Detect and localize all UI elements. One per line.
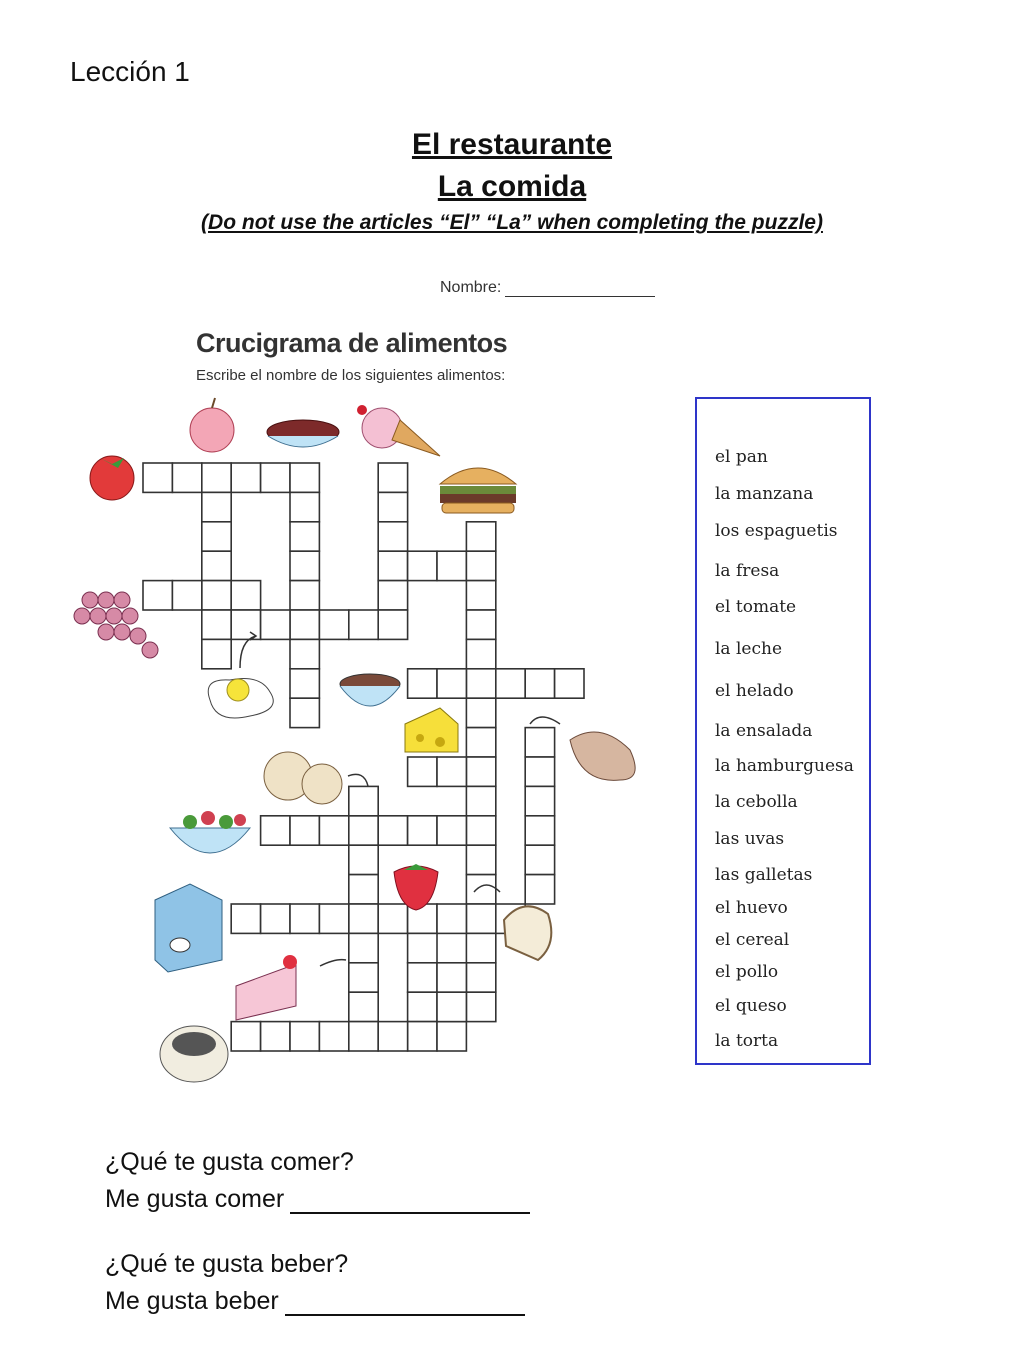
crossword-cell[interactable]: [319, 1022, 348, 1051]
crossword-cell[interactable]: [437, 669, 466, 698]
crossword-cell[interactable]: [319, 904, 348, 933]
crossword-cell[interactable]: [290, 816, 319, 845]
word-bank: [695, 397, 871, 1065]
arrow-icon: [240, 636, 256, 668]
crossword-cell[interactable]: [408, 1022, 437, 1051]
instruction-note: (Do not use the articles “El” “La” when completing the puzzle): [201, 211, 823, 234]
crossword-cell[interactable]: [231, 904, 260, 933]
crossword-cell[interactable]: [290, 551, 319, 580]
crossword-cell[interactable]: [378, 463, 407, 492]
onion-icon: [160, 1026, 228, 1082]
crossword-cell[interactable]: [437, 757, 466, 786]
crossword-cell[interactable]: [261, 904, 290, 933]
crossword-cell[interactable]: [172, 463, 201, 492]
crossword-cell[interactable]: [466, 933, 495, 962]
crossword-cell[interactable]: [349, 992, 378, 1021]
lesson-label: Lección 1: [70, 56, 190, 87]
crossword-cell[interactable]: [349, 610, 378, 639]
strawberry-icon: [394, 864, 438, 910]
crossword-cell[interactable]: [466, 639, 495, 668]
crossword-cell[interactable]: [408, 933, 437, 962]
bread-icon: [504, 906, 551, 960]
crossword-cell[interactable]: [408, 963, 437, 992]
crossword-cell[interactable]: [290, 1022, 319, 1051]
word-bank-item: el pan: [715, 447, 768, 467]
question-drink: ¿Qué te gusta beber?: [105, 1250, 349, 1278]
crossword-cell[interactable]: [437, 816, 466, 845]
crossword-cell[interactable]: [261, 463, 290, 492]
arrow-icon: [320, 960, 346, 966]
crossword-cell[interactable]: [466, 992, 495, 1021]
salad-icon: [170, 811, 250, 853]
crossword-cell[interactable]: [349, 933, 378, 962]
word-bank-item: el huevo: [715, 898, 788, 918]
crossword-cell[interactable]: [466, 551, 495, 580]
spaghetti-icon: [267, 420, 339, 447]
answer-drink-line[interactable]: [105, 1287, 525, 1316]
crossword-cell[interactable]: [231, 610, 260, 639]
word-bank-item: los espaguetis: [715, 521, 838, 541]
crossword-cell[interactable]: [290, 904, 319, 933]
crossword-cell[interactable]: [231, 1022, 260, 1051]
arrow-icon: [530, 717, 560, 724]
crossword-cell[interactable]: [525, 816, 554, 845]
crossword-cell[interactable]: [231, 463, 260, 492]
crossword-cell[interactable]: [290, 492, 319, 521]
puzzle-instructions: Escribe el nombre de los siguientes alimentos:: [196, 367, 506, 384]
crossword-cell[interactable]: [466, 786, 495, 815]
crossword-cell[interactable]: [466, 728, 495, 757]
crossword-cell[interactable]: [378, 1022, 407, 1051]
name-label: Nombre:: [440, 279, 502, 296]
page-title: El restaurante: [411, 128, 613, 161]
crossword-cell[interactable]: [172, 581, 201, 610]
cereal-icon: [340, 674, 400, 706]
crossword-cell[interactable]: [202, 492, 231, 521]
arrow-icon: [348, 774, 368, 786]
crossword-cell[interactable]: [466, 669, 495, 698]
word-bank-item: la cebolla: [715, 792, 798, 812]
crossword-cell[interactable]: [378, 581, 407, 610]
tomato-icon: [90, 456, 134, 500]
crossword-cell[interactable]: [349, 786, 378, 815]
word-bank-item: la fresa: [715, 561, 780, 581]
crossword-cell[interactable]: [378, 492, 407, 521]
crossword-cell[interactable]: [261, 610, 290, 639]
question-eat: ¿Qué te gusta comer?: [105, 1148, 354, 1176]
crossword-cell[interactable]: [378, 610, 407, 639]
crossword-cell[interactable]: [202, 522, 231, 551]
word-bank-item: el tomate: [715, 597, 797, 617]
crossword-cell[interactable]: [408, 669, 437, 698]
crossword-cell[interactable]: [466, 757, 495, 786]
crossword-cell[interactable]: [290, 669, 319, 698]
word-bank-item: el cereal: [715, 930, 790, 950]
crossword-cell[interactable]: [378, 551, 407, 580]
word-bank-item: el pollo: [715, 962, 779, 982]
crossword-cell[interactable]: [202, 581, 231, 610]
crossword-cell[interactable]: [437, 963, 466, 992]
word-bank-item: la hamburguesa: [715, 756, 854, 776]
crossword-cell[interactable]: [408, 992, 437, 1021]
crossword-cell[interactable]: [555, 669, 584, 698]
crossword-cell[interactable]: [466, 610, 495, 639]
crossword-cell[interactable]: [408, 816, 437, 845]
word-bank-item: el helado: [715, 681, 794, 701]
chicken-icon: [570, 732, 635, 780]
crossword-cell[interactable]: [525, 875, 554, 904]
crossword-cell[interactable]: [143, 581, 172, 610]
crossword-cell[interactable]: [525, 728, 554, 757]
crossword-cell[interactable]: [525, 845, 554, 874]
answer-eat-blank[interactable]: [290, 1186, 530, 1214]
crossword-cell[interactable]: [437, 992, 466, 1021]
crossword-cell[interactable]: [202, 639, 231, 668]
crossword-cell[interactable]: [378, 816, 407, 845]
crossword-cell[interactable]: [290, 463, 319, 492]
answer-eat-prompt: Me gusta comer: [105, 1185, 285, 1213]
crossword-cell[interactable]: [349, 875, 378, 904]
crossword-cell[interactable]: [466, 963, 495, 992]
hamburger-icon: [440, 468, 516, 513]
crossword-cell[interactable]: [202, 610, 231, 639]
cookies-icon: [264, 752, 342, 804]
crossword-cell[interactable]: [290, 610, 319, 639]
crossword-cell[interactable]: [143, 463, 172, 492]
answer-drink-prompt: Me gusta beber: [105, 1287, 279, 1315]
answer-drink-blank[interactable]: [285, 1288, 525, 1316]
word-bank-item: la manzana: [715, 484, 814, 504]
ice-cream-icon: [357, 405, 440, 456]
cheese-icon: [405, 708, 458, 752]
page-subtitle: La comida: [437, 170, 587, 203]
crossword-cell[interactable]: [496, 669, 525, 698]
crossword-cell[interactable]: [437, 551, 466, 580]
crossword-cell[interactable]: [261, 1022, 290, 1051]
crossword-cell[interactable]: [202, 463, 231, 492]
crossword-cell[interactable]: [408, 757, 437, 786]
crossword-cell[interactable]: [202, 551, 231, 580]
crossword-cell[interactable]: [290, 698, 319, 727]
crossword-cell[interactable]: [525, 786, 554, 815]
crossword-cell[interactable]: [349, 816, 378, 845]
crossword-cell[interactable]: [349, 1022, 378, 1051]
crossword-cell[interactable]: [319, 816, 348, 845]
word-bank-item: las uvas: [715, 829, 785, 849]
crossword-cell[interactable]: [349, 963, 378, 992]
crossword-cell[interactable]: [466, 904, 495, 933]
crossword-cell[interactable]: [290, 639, 319, 668]
crossword-cell[interactable]: [261, 816, 290, 845]
word-bank-item: el queso: [715, 996, 787, 1016]
crossword-cell[interactable]: [319, 610, 348, 639]
crossword-cell[interactable]: [290, 522, 319, 551]
apple-icon: [190, 398, 234, 452]
crossword-cell[interactable]: [466, 522, 495, 551]
crossword-cell[interactable]: [466, 845, 495, 874]
crossword-cell[interactable]: [437, 904, 466, 933]
crossword-cell[interactable]: [408, 551, 437, 580]
crossword-cell[interactable]: [466, 816, 495, 845]
egg-icon: [208, 679, 273, 719]
crossword-cell[interactable]: [466, 875, 495, 904]
crossword-cell[interactable]: [525, 669, 554, 698]
puzzle-title: Crucigrama de alimentos: [196, 328, 508, 358]
crossword-cell[interactable]: [290, 581, 319, 610]
word-bank-item: la torta: [715, 1031, 779, 1051]
crossword-cell[interactable]: [525, 757, 554, 786]
crossword-cell[interactable]: [437, 1022, 466, 1051]
crossword-cell[interactable]: [378, 522, 407, 551]
word-bank-item: la leche: [715, 639, 783, 659]
milk-icon: [155, 884, 222, 972]
crossword-cell[interactable]: [466, 581, 495, 610]
word-bank-item: la ensalada: [715, 721, 813, 741]
crossword-cell[interactable]: [349, 845, 378, 874]
answer-eat-line[interactable]: [105, 1185, 530, 1214]
crossword-cell[interactable]: [466, 698, 495, 727]
word-bank-item: las galletas: [715, 865, 813, 885]
crossword-cell[interactable]: [231, 581, 260, 610]
crossword-cell[interactable]: [349, 904, 378, 933]
cake-icon: [236, 955, 297, 1020]
crossword-cell[interactable]: [378, 904, 407, 933]
